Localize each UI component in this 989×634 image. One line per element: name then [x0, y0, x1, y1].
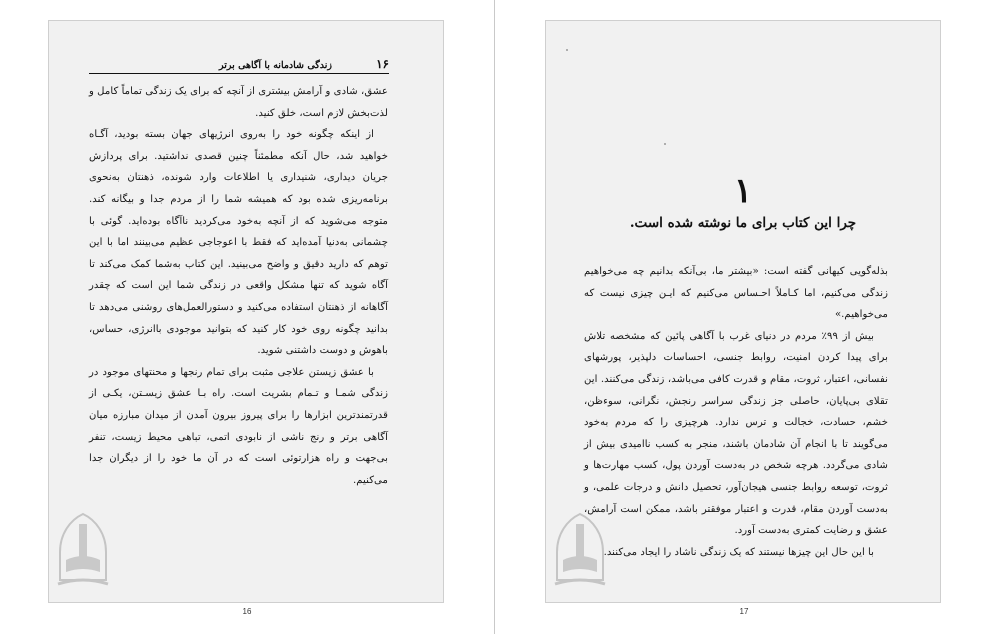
- scan-speck: [664, 143, 666, 145]
- viewer-page-number-right: 17: [739, 607, 749, 616]
- body-text: [584, 261, 888, 563]
- header-title: زندگی شادمانه با آگاهی برتر: [219, 60, 332, 71]
- paragraph: عشق، شادی و آرامش بیشتری از آنچه که برای یک زندگی تماماً کامل و لذت‌بخش لازم است، خلق کنید.: [89, 86, 388, 119]
- page-right: [545, 20, 941, 603]
- viewer-page-number-left: 16: [242, 607, 252, 616]
- page-left: [48, 20, 444, 603]
- scan-speck: [566, 49, 568, 51]
- header-page-number: ۱۶: [376, 57, 389, 71]
- library-seal-icon: [52, 510, 114, 588]
- body-text: [89, 81, 388, 491]
- paragraph: بذله‌گویی کیهانی گفته است: «بیشتر ما، بی‌آنکه بدانیم چه می‌خواهیم زندگی می‌کنیم، اما کـاملاً احـساس می‌کنیم که ایـن چیزی نیست که می‌خواهیم.»: [584, 266, 888, 321]
- chapter-title: چرا این کتاب برای ما نوشته شده است.: [629, 215, 857, 231]
- paragraph: از اینکه چگونه خود را به‌روی انرژیهای جهان بسته بودید، آگـاه خواهید شد، حال آنکه مطمئناً چنین قصدی نداشتید. برای پردازش جریان دیداری، شنیداری یا اطلاعات وارد شونده، ذهنتان به‌نحوی برنامه‌ریزی شده بود که همیشه شما را از مردم جدا و بیگانه کند. متوجه می‌شوید که از آنچه به‌خود می‌کردید ناآگاه بوده‌اید. گوئی با چشمانی به‌دنیا آمده‌اید که فقط با اعوجاجی عظیم می‌بینند اما با این توهم که دارید دقیق و واضح می‌بینید. این کتاب به‌شما کمک می‌کند تا آگاه شوید که تنها مشکل واقعی در زندگی شما این است که چقدر آگاهانه از ذهنتان استفاده می‌کنید و دستورالعمل‌های روشنی می‌دهد تا بدانید چگونه روی خود کار کنید که بتوانید موجودی باانرژی، حساس، باهوش و دوست داشتنی شوید.: [89, 129, 388, 357]
- paragraph: بیش از ۹۹٪ مردم در دنیای غرب با آگاهی پائین که مشخصه تلاش برای پیدا کردن امنیت، روابط جنسی، احساسات دلپذیر، پورشهای نفسانی، اعتبار، ثروت، مقام و قدرت کافی می‌باشد، زندگی می‌کنند. این تقلای بی‌پایان، حاصلی جز زندگی سراسر رنجش، نگرانی، سوءظن، خشم، حسادت، خجالت و ترس ندارد. هرچیزی را که مردم به‌خود می‌گویند تا با انجام آن شادمان باشند، منجر به کسب ناامیدی بیش از شادی می‌گردد. هرچه شخص در به‌دست آوردن پول، کسب مهارت‌ها و ثروت، توسعه روابط جنسی هیجان‌آور، تحصیل دانش و درجات علمی، و به‌دست آوردن مقام، قدرت و اعتبار موفقتر باشد، ممکن است آرامش، عشق و رضایت کمتری به‌دست آورد.: [584, 330, 888, 537]
- chapter-number: ۱: [733, 171, 753, 211]
- paragraph: با این حال این چیزها نیستند که یک زندگی ناشاد را ایجاد می‌کنند.: [603, 546, 874, 558]
- running-header: [89, 55, 389, 74]
- library-seal-icon: [549, 510, 611, 588]
- page-divider: [494, 0, 495, 634]
- paragraph: با عشق زیستن علاجی مثبت برای تمام رنجها و محنتهای موجود در زندگی شمـا و تـمام بشریت است. راه بـا عشق زیسـتن، یکـی از قدرتمندترین ابزارها را برای پیروز بیرون آمدن از میدان مبارزه میان آگاهی برتر و رنج ناشی از نابودی اتمی، تباهی محیط زیست، تنفر بی‌جهت و راه هزارتوئی است که در آن ما خود را از دیگران جدا می‌کنیم.: [89, 366, 388, 486]
